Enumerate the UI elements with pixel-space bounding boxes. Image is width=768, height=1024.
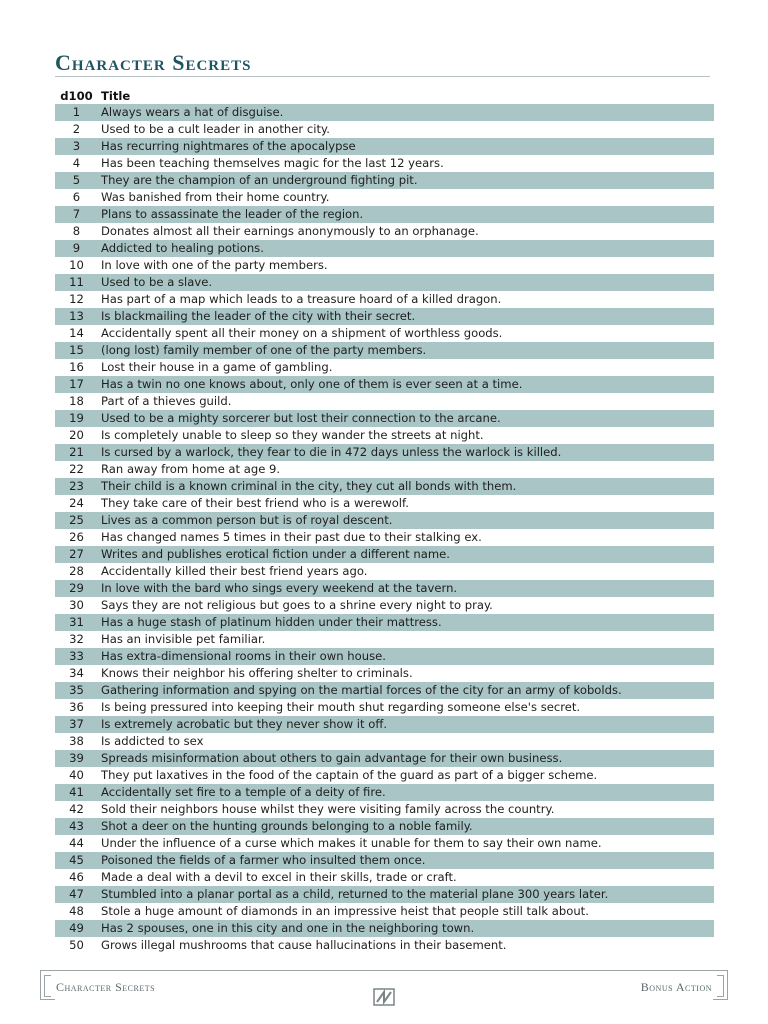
table-row	[55, 665, 714, 682]
row-title: Has a twin no one knows about, only one of them is ever seen at a time.	[98, 376, 714, 393]
row-number: 36	[55, 699, 98, 716]
row-title: Poisoned the fields of a farmer who insulted them once.	[98, 852, 714, 869]
row-number: 38	[55, 733, 98, 750]
row-title: In love with one of the party members.	[98, 257, 714, 274]
row-number: 48	[55, 903, 98, 920]
table-row	[55, 155, 714, 172]
row-number: 40	[55, 767, 98, 784]
row-number: 42	[55, 801, 98, 818]
row-title: Is blackmailing the leader of the city with their secret.	[98, 308, 714, 325]
row-number: 27	[55, 546, 98, 563]
row-number: 46	[55, 869, 98, 886]
row-number: 11	[55, 274, 98, 291]
row-title: In love with the bard who sings every weekend at the tavern.	[98, 580, 714, 597]
table-row	[55, 903, 714, 920]
table-row	[55, 631, 714, 648]
table-row	[55, 648, 714, 665]
table-row	[55, 427, 714, 444]
row-title: Has extra-dimensional rooms in their own house.	[98, 648, 714, 665]
table-row	[55, 206, 714, 223]
table-row	[55, 342, 714, 359]
row-number: 3	[55, 138, 98, 155]
row-title: Addicted to healing potions.	[98, 240, 714, 257]
table-row	[55, 478, 714, 495]
row-title: Accidentally set fire to a temple of a deity of fire.	[98, 784, 714, 801]
row-number: 37	[55, 716, 98, 733]
table-row	[55, 121, 714, 138]
table-row	[55, 563, 714, 580]
row-number: 43	[55, 818, 98, 835]
table-row	[55, 172, 714, 189]
table-row	[55, 308, 714, 325]
column-header-d100: d100	[60, 88, 93, 103]
footer-corner-right-inner	[717, 975, 724, 997]
row-title: Accidentally killed their best friend years ago.	[98, 563, 714, 580]
row-number: 23	[55, 478, 98, 495]
row-number: 14	[55, 325, 98, 342]
row-title: Part of a thieves guild.	[98, 393, 714, 410]
table-row	[55, 359, 714, 376]
row-number: 19	[55, 410, 98, 427]
table-row	[55, 512, 714, 529]
bonus-action-logo-icon	[373, 988, 395, 1006]
table-row	[55, 240, 714, 257]
row-number: 45	[55, 852, 98, 869]
row-title: Has been teaching themselves magic for the last 12 years.	[98, 155, 714, 172]
row-title: Donates almost all their earnings anonymously to an orphanage.	[98, 223, 714, 240]
row-number: 31	[55, 614, 98, 631]
row-number: 34	[55, 665, 98, 682]
row-title: Has 2 spouses, one in this city and one in the neighboring town.	[98, 920, 714, 937]
row-title: Used to be a cult leader in another city.	[98, 121, 714, 138]
row-title: Says they are not religious but goes to a shrine every night to pray.	[98, 597, 714, 614]
table-row	[55, 495, 714, 512]
table-row	[55, 869, 714, 886]
row-title: Always wears a hat of disguise.	[98, 104, 714, 121]
row-title: Has recurring nightmares of the apocalypse	[98, 138, 714, 155]
table-row	[55, 546, 714, 563]
table-row	[55, 529, 714, 546]
row-number: 47	[55, 886, 98, 903]
table-row	[55, 597, 714, 614]
row-number: 16	[55, 359, 98, 376]
row-number: 39	[55, 750, 98, 767]
footer-rule	[40, 970, 728, 971]
table-row	[55, 937, 714, 954]
row-number: 4	[55, 155, 98, 172]
table-row	[55, 920, 714, 937]
row-number: 33	[55, 648, 98, 665]
table-row	[55, 767, 714, 784]
row-title: Accidentally spent all their money on a shipment of worthless goods.	[98, 325, 714, 342]
row-title: Lives as a common person but is of royal descent.	[98, 512, 714, 529]
table-row	[55, 223, 714, 240]
table-row	[55, 835, 714, 852]
row-number: 9	[55, 240, 98, 257]
row-title: Shot a deer on the hunting grounds belonging to a noble family.	[98, 818, 714, 835]
row-number: 26	[55, 529, 98, 546]
row-title: Is being pressured into keeping their mouth shut regarding someone else's secret.	[98, 699, 714, 716]
row-number: 22	[55, 461, 98, 478]
footer-corner-left-inner	[44, 975, 51, 997]
table-row	[55, 325, 714, 342]
row-title: Used to be a slave.	[98, 274, 714, 291]
table-row	[55, 614, 714, 631]
row-title: Writes and publishes erotical fiction under a different name.	[98, 546, 714, 563]
table-row	[55, 852, 714, 869]
table-row	[55, 716, 714, 733]
row-number: 2	[55, 121, 98, 138]
row-number: 24	[55, 495, 98, 512]
row-title: They take care of their best friend who is a werewolf.	[98, 495, 714, 512]
title-divider	[55, 76, 710, 77]
table-row	[55, 886, 714, 903]
row-title: Has part of a map which leads to a treasure hoard of a killed dragon.	[98, 291, 714, 308]
row-title: Ran away from home at age 9.	[98, 461, 714, 478]
row-title: Has changed names 5 times in their past due to their stalking ex.	[98, 529, 714, 546]
row-number: 49	[55, 920, 98, 937]
row-title: Is completely unable to sleep so they wander the streets at night.	[98, 427, 714, 444]
row-title: Was banished from their home country.	[98, 189, 714, 206]
row-title: They put laxatives in the food of the captain of the guard as part of a bigger scheme.	[98, 767, 714, 784]
row-title: Plans to assassinate the leader of the region.	[98, 206, 714, 223]
row-number: 15	[55, 342, 98, 359]
row-number: 6	[55, 189, 98, 206]
row-number: 8	[55, 223, 98, 240]
row-number: 44	[55, 835, 98, 852]
row-title: Has an invisible pet familiar.	[98, 631, 714, 648]
table-row	[55, 410, 714, 427]
row-number: 28	[55, 563, 98, 580]
row-number: 20	[55, 427, 98, 444]
column-header-title: Title	[101, 88, 131, 103]
row-number: 25	[55, 512, 98, 529]
table-row	[55, 818, 714, 835]
table-row	[55, 801, 714, 818]
row-number: 7	[55, 206, 98, 223]
row-title: Spreads misinformation about others to gain advantage for their own business.	[98, 750, 714, 767]
row-number: 30	[55, 597, 98, 614]
row-title: Lost their house in a game of gambling.	[98, 359, 714, 376]
row-title: Made a deal with a devil to excel in their skills, trade or craft.	[98, 869, 714, 886]
table-row	[55, 257, 714, 274]
table-header-row	[55, 87, 714, 104]
row-title: Under the influence of a curse which makes it unable for them to say their own name.	[98, 835, 714, 852]
table-row	[55, 444, 714, 461]
row-number: 35	[55, 682, 98, 699]
row-number: 17	[55, 376, 98, 393]
row-title: Gathering information and spying on the martial forces of the city for an army of kobolds.	[98, 682, 714, 699]
row-title: Is cursed by a warlock, they fear to die in 472 days unless the warlock is killed.	[98, 444, 714, 461]
table-row	[55, 699, 714, 716]
row-number: 41	[55, 784, 98, 801]
row-number: 29	[55, 580, 98, 597]
footer-right-publisher: Bonus Action	[640, 980, 712, 994]
table-row	[55, 682, 714, 699]
row-number: 13	[55, 308, 98, 325]
table-row	[55, 750, 714, 767]
row-number: 10	[55, 257, 98, 274]
table-body	[55, 104, 714, 954]
row-title: Has a huge stash of platinum hidden under their mattress.	[98, 614, 714, 631]
table-row	[55, 461, 714, 478]
row-number: 1	[55, 104, 98, 121]
row-title: Grows illegal mushrooms that cause hallucinations in their basement.	[98, 937, 714, 954]
row-number: 18	[55, 393, 98, 410]
row-title: They are the champion of an underground fighting pit.	[98, 172, 714, 189]
table-row	[55, 580, 714, 597]
table-row	[55, 376, 714, 393]
page-title: Character Secrets	[55, 50, 252, 75]
footer-left-title: Character Secrets	[56, 980, 156, 994]
table-row	[55, 274, 714, 291]
table-row	[55, 189, 714, 206]
secrets-table	[55, 87, 714, 954]
table-row	[55, 733, 714, 750]
row-title: Stumbled into a planar portal as a child, returned to the material plane 300 years later.	[98, 886, 714, 903]
table-row	[55, 291, 714, 308]
row-number: 5	[55, 172, 98, 189]
row-title: Used to be a mighty sorcerer but lost their connection to the arcane.	[98, 410, 714, 427]
row-title: Sold their neighbors house whilst they were visiting family across the country.	[98, 801, 714, 818]
row-title: Their child is a known criminal in the city, they cut all bonds with them.	[98, 478, 714, 495]
row-number: 50	[55, 937, 98, 954]
table-row	[55, 138, 714, 155]
table-row	[55, 784, 714, 801]
row-title: Stole a huge amount of diamonds in an impressive heist that people still talk about.	[98, 903, 714, 920]
row-number: 21	[55, 444, 98, 461]
row-number: 32	[55, 631, 98, 648]
table-row	[55, 393, 714, 410]
row-title: Is addicted to sex	[98, 733, 714, 750]
table-row	[55, 104, 714, 121]
row-title: Is extremely acrobatic but they never show it off.	[98, 716, 714, 733]
row-number: 12	[55, 291, 98, 308]
row-title: Knows their neighbor his offering shelter to criminals.	[98, 665, 714, 682]
row-title: (long lost) family member of one of the party members.	[98, 342, 714, 359]
